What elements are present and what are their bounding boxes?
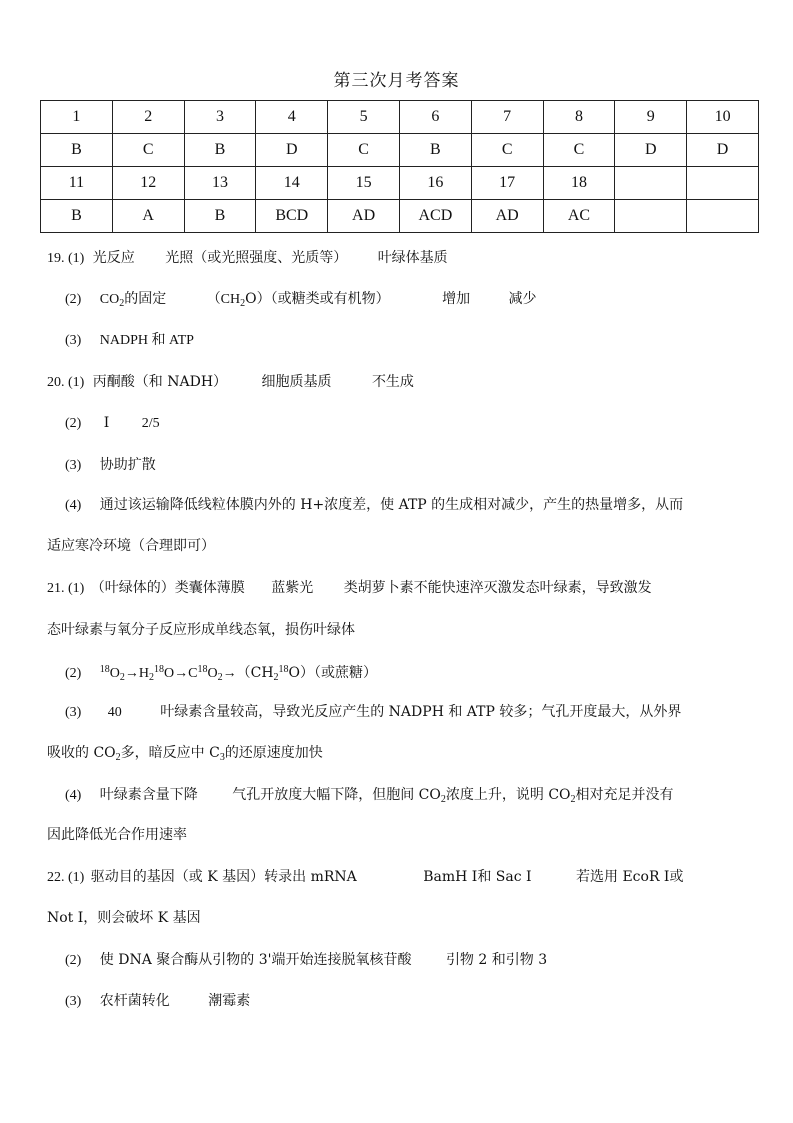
q22-p2-number: (2) xyxy=(65,953,82,968)
question-number-cell: 7 xyxy=(471,101,543,134)
q20-p1-answer-b: 细胞质基质 xyxy=(261,374,332,390)
answer-cell xyxy=(687,200,759,233)
q19-p2-answer-d: 减少 xyxy=(508,291,537,307)
question-number-cell: 6 xyxy=(399,101,471,134)
answer-cell: BCD xyxy=(256,200,328,233)
question-number-cell: 16 xyxy=(399,167,471,200)
q19-line1 xyxy=(47,248,448,269)
q22-line1 xyxy=(47,867,683,888)
q19-p1-answer-c: 叶绿体基质 xyxy=(377,250,448,266)
q20-line2 xyxy=(65,413,160,434)
question-number-cell: 3 xyxy=(184,101,256,134)
question-number-cell: 8 xyxy=(543,101,615,134)
q22-p3-number: (3) xyxy=(65,994,82,1009)
q20-p3-number: (3) xyxy=(65,458,82,473)
q20-p1-answer-c: 不生成 xyxy=(371,374,414,390)
answer-cell: B xyxy=(41,134,113,167)
answer-cell: AD xyxy=(471,200,543,233)
question-number-row xyxy=(41,101,759,134)
question-number-cell: 11 xyxy=(41,167,113,200)
arrow-icon: → xyxy=(124,666,139,681)
question-number-cell: 1 xyxy=(41,101,113,134)
q22-p2-answer-b: 引物 2 和引物 3 xyxy=(445,952,548,968)
q21-p4-answer-c: 因此降低光合作用速率 xyxy=(47,827,187,843)
answer-row xyxy=(41,200,759,233)
question-number-cell: 14 xyxy=(256,167,328,200)
q22-p3-answer-a: 农杆菌转化 xyxy=(99,993,170,1009)
q21-p4-answer-b: 气孔开放度大幅下降，但胞间 $CO_2$浓度上升，说明 $CO_2$相对充足并没有 xyxy=(232,787,674,805)
q19-p2-answer-b: $(CH_2O)$（或糖类或有机物） xyxy=(206,291,390,309)
answer-cell: C xyxy=(471,134,543,167)
answer-cell: C xyxy=(543,134,615,167)
q22-p1-number: 22. (1) xyxy=(47,870,85,885)
q19-p3-answer-a: NADPH 和 ATP xyxy=(99,333,194,348)
q20-p3-answer-a: 协助扩散 xyxy=(99,457,156,473)
q20-line3 xyxy=(65,455,156,476)
q22-p1-answer-a: 驱动目的基因（或 K 基因）转录出 mRNA xyxy=(90,869,357,885)
answer-table xyxy=(40,100,759,233)
q21-p4-number: (4) xyxy=(65,788,82,803)
answer-cell: AC xyxy=(543,200,615,233)
question-number-cell: 15 xyxy=(328,167,400,200)
answer-row xyxy=(41,134,759,167)
q21-line7 xyxy=(47,825,187,845)
question-number-cell: 9 xyxy=(615,101,687,134)
answer-cell: B xyxy=(399,134,471,167)
q19-p1-number: 19. (1) xyxy=(47,251,85,266)
q19-p2-number: (2) xyxy=(65,292,82,307)
answer-cell: D xyxy=(687,134,759,167)
answer-cell: ACD xyxy=(399,200,471,233)
answer-cell xyxy=(615,200,687,233)
q19-line2 xyxy=(65,289,537,314)
question-number-cell: 18 xyxy=(543,167,615,200)
q20-p1-number: 20. (1) xyxy=(47,375,85,390)
question-number-cell: 12 xyxy=(112,167,184,200)
q22-p1-answer-c: 若选用 EcoR Ⅰ或 xyxy=(576,869,684,885)
q22-line3 xyxy=(65,950,547,971)
q19-line3 xyxy=(65,330,194,351)
q21-p3-answer-b: 叶绿素含量较高，导致光反应产生的 NADPH 和 ATP 较多；气孔开度最大，从外界 xyxy=(160,704,682,720)
question-number-cell xyxy=(687,167,759,200)
q22-p2-answer-a: 使 DNA 聚合酶从引物的 3'端开始连接脱氧核苷酸 xyxy=(99,952,412,968)
q20-p4-answer-b: 适应寒冷环境（合理即可） xyxy=(47,538,215,554)
answer-cell: D xyxy=(615,134,687,167)
q21-p3-number: (3) xyxy=(65,705,82,720)
answer-cell: C xyxy=(112,134,184,167)
q21-p2-number: (2) xyxy=(65,666,82,681)
q21-line4 xyxy=(65,702,681,723)
q21-p3-answer-a: 40 xyxy=(107,705,122,720)
answer-cell: B xyxy=(184,134,256,167)
q21-line2 xyxy=(47,620,355,640)
question-number-cell xyxy=(615,167,687,200)
q20-p2-answer-b: 2/5 xyxy=(141,416,160,431)
q21-line6 xyxy=(65,785,674,810)
q21-p2-formula: $^{18}O_2\to H_2^{18}O\to C^{18}O_2\to(CH_2^{18}O)$（或蔗糖） xyxy=(99,664,378,683)
q21-p3-answer-c: 吸收的 $CO_2$多，暗反应中 $C_3$的还原速度加快 xyxy=(47,745,323,763)
q20-line1 xyxy=(47,372,414,393)
question-number-cell: 17 xyxy=(471,167,543,200)
q20-p4-answer-a: 通过该运输降低线粒体膜内外的 H+浓度差，使 ATP 的生成相对减少，产生的热量增多，从而 xyxy=(99,497,684,513)
q20-p1-answer-a: 丙酮酸（和 NADH） xyxy=(92,374,228,390)
q19-p2-answer-c: 增加 xyxy=(442,291,471,307)
q21-p1-answer-b: 蓝紫光 xyxy=(271,580,314,596)
q21-line1 xyxy=(47,578,652,599)
answer-cell: D xyxy=(256,134,328,167)
arrow-icon: → xyxy=(174,666,189,681)
q21-p1-answer-a: （叶绿体的）类囊体薄膜 xyxy=(90,580,245,596)
q19-p1-answer-a: 光反应 xyxy=(92,250,135,266)
q20-line4 xyxy=(65,495,683,516)
answer-cell: B xyxy=(41,200,113,233)
answer-cell: AD xyxy=(328,200,400,233)
q20-p2-answer-a: Ⅰ xyxy=(103,415,110,431)
q22-line4 xyxy=(65,991,250,1012)
q21-p1-answer-c: 类胡萝卜素不能快速淬灭激发态叶绿素，导致激发 xyxy=(343,580,652,596)
question-number-cell: 2 xyxy=(112,101,184,134)
q21-p1-number: 21. (1) xyxy=(47,581,85,596)
q21-p4-answer-a: 叶绿素含量下降 xyxy=(99,787,198,803)
question-number-cell: 4 xyxy=(256,101,328,134)
q21-p1-answer-d: 态叶绿素与氧分子反应形成单线态氧，损伤叶绿体 xyxy=(47,622,355,638)
q21-line5 xyxy=(47,743,323,768)
answer-cell: A xyxy=(112,200,184,233)
question-number-cell: 13 xyxy=(184,167,256,200)
q20-p4-number: (4) xyxy=(65,498,82,513)
q20-p2-number: (2) xyxy=(65,416,82,431)
q19-p1-answer-b: 光照（或光照强度、光质等） xyxy=(165,250,348,266)
answer-cell: B xyxy=(184,200,256,233)
question-number-row xyxy=(41,167,759,200)
question-number-cell: 5 xyxy=(328,101,400,134)
q19-p2-answer-a: $CO_2$的固定 xyxy=(99,291,167,309)
question-number-cell: 10 xyxy=(687,101,759,134)
q22-line2 xyxy=(47,908,201,928)
answer-cell: C xyxy=(328,134,400,167)
arrow-icon: → xyxy=(222,666,237,681)
q22-p1-answer-b: BamH Ⅰ和 Sac Ⅰ xyxy=(423,869,532,885)
q19-p3-number: (3) xyxy=(65,333,82,348)
q21-line3 xyxy=(65,660,377,688)
q22-p3-answer-b: 潮霉素 xyxy=(208,993,251,1009)
q22-p1-answer-d: Not Ⅰ，则会破坏 K 基因 xyxy=(47,910,201,926)
q20-line5 xyxy=(47,536,215,556)
page-title: 第三次月考答案 xyxy=(333,71,460,91)
